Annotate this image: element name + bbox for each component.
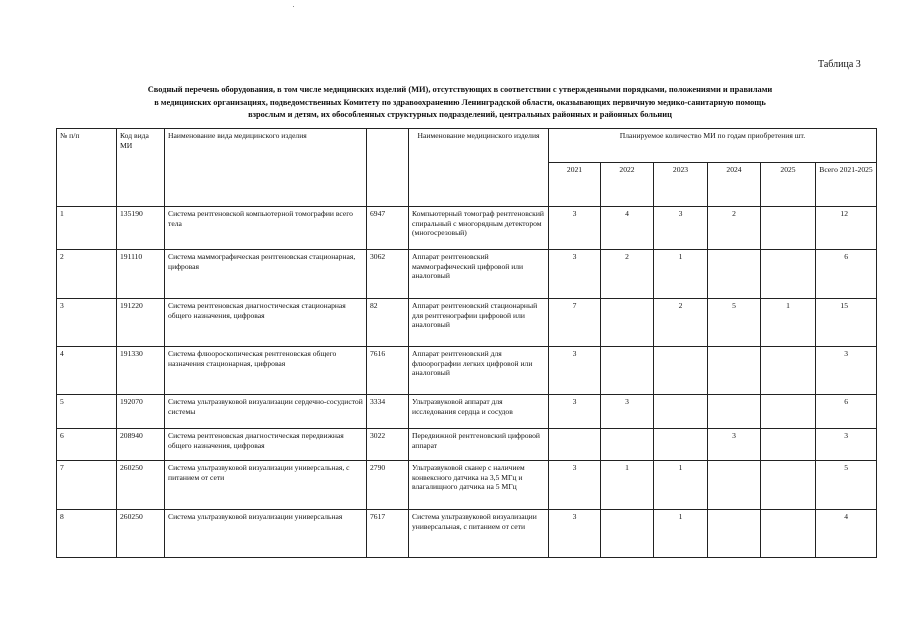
qty-total: 6 — [816, 250, 877, 299]
device-code: 192070 — [117, 395, 165, 429]
row-number: 5 — [57, 395, 117, 429]
qty-2021: 3 — [549, 461, 601, 510]
device-kind: Система маммографическая рентгеновская стационарная, цифровая — [165, 250, 367, 299]
device-code: 135190 — [117, 207, 165, 250]
qty-total: 3 — [816, 429, 877, 461]
device-code: 191330 — [117, 347, 165, 395]
device-code: 191220 — [117, 299, 165, 347]
device-name: Компьютерный томограф рентгеновский спиральный с многорядным детектором (многосрезовый) — [409, 207, 549, 250]
qty-2022 — [601, 299, 654, 347]
qty-2024: 5 — [708, 299, 761, 347]
qty-2021: 7 — [549, 299, 601, 347]
device-name: Аппарат рентгеновский маммографический цифровой или аналоговый — [409, 250, 549, 299]
row-number: 4 — [57, 347, 117, 395]
device-name: Система ультразвуковой визуализации универсальная, с питанием от сети — [409, 510, 549, 558]
qty-2024 — [708, 347, 761, 395]
qty-2021: 3 — [549, 395, 601, 429]
qty-2022: 2 — [601, 250, 654, 299]
header-code: Код вида МИ — [117, 129, 165, 207]
header-year: 2022 — [601, 163, 654, 207]
header-empty — [367, 129, 409, 207]
device-id: 82 — [367, 299, 409, 347]
qty-2022 — [601, 347, 654, 395]
qty-2021: 3 — [549, 207, 601, 250]
qty-2025 — [761, 207, 816, 250]
device-id: 3334 — [367, 395, 409, 429]
table-row — [57, 461, 877, 510]
row-number: 3 — [57, 299, 117, 347]
header-year: 2025 — [761, 163, 816, 207]
qty-total: 15 — [816, 299, 877, 347]
qty-2024 — [708, 510, 761, 558]
qty-2025 — [761, 250, 816, 299]
header-year: 2023 — [654, 163, 708, 207]
header-name: Наименование медицинского изделия — [409, 129, 549, 207]
device-kind: Система рентгеновской компьютерной томографии всего тела — [165, 207, 367, 250]
device-id: 7617 — [367, 510, 409, 558]
qty-2025 — [761, 347, 816, 395]
qty-2025 — [761, 461, 816, 510]
qty-2024 — [708, 250, 761, 299]
row-number: 7 — [57, 461, 117, 510]
device-kind: Система ультразвуковой визуализации универсальная — [165, 510, 367, 558]
qty-2023 — [654, 429, 708, 461]
table-row — [57, 429, 877, 461]
header-kind: Наименование вида медицинского изделия — [165, 129, 367, 207]
qty-2022: 1 — [601, 461, 654, 510]
qty-2025 — [761, 395, 816, 429]
table-body — [57, 207, 877, 558]
qty-total: 3 — [816, 347, 877, 395]
row-number: 2 — [57, 250, 117, 299]
qty-2021: 3 — [549, 250, 601, 299]
device-kind: Система флюороскопическая рентгеновская общего назначения стационарная, цифровая — [165, 347, 367, 395]
qty-2023: 1 — [654, 510, 708, 558]
qty-2022: 4 — [601, 207, 654, 250]
table-row — [57, 347, 877, 395]
qty-2023: 1 — [654, 250, 708, 299]
device-id: 3062 — [367, 250, 409, 299]
table-row — [57, 510, 877, 558]
header-total: Всего 2021-2025 — [816, 163, 877, 207]
device-kind: Система рентгеновская диагностическая стационарная общего назначения, цифровая — [165, 299, 367, 347]
header-year: 2024 — [708, 163, 761, 207]
qty-2021: 3 — [549, 347, 601, 395]
title-line: Сводный перечень оборудования, в том числе медицинских изделий (МИ), отсутствующих в соответствии с утвержденными порядками, положениями и правилами — [147, 85, 773, 94]
device-code: 208940 — [117, 429, 165, 461]
device-name: Аппарат рентгеновский для флюорографии легких цифровой или аналоговый — [409, 347, 549, 395]
title-line: взрослым и детям, их обособленных структурных подразделений, центральных районных и районных больниц — [248, 110, 672, 119]
qty-2025: 1 — [761, 299, 816, 347]
qty-2023: 2 — [654, 299, 708, 347]
qty-2021: 3 — [549, 510, 601, 558]
device-id: 2790 — [367, 461, 409, 510]
device-name: Передвижной рентгеновский цифровой аппарат — [409, 429, 549, 461]
device-code: 260250 — [117, 461, 165, 510]
device-id: 3022 — [367, 429, 409, 461]
equipment-table — [56, 128, 877, 558]
table-row — [57, 395, 877, 429]
qty-2023: 3 — [654, 207, 708, 250]
qty-total: 4 — [816, 510, 877, 558]
device-code: 260250 — [117, 510, 165, 558]
row-number: 6 — [57, 429, 117, 461]
device-kind: Система ультразвуковой визуализации универсальная, с питанием от сети — [165, 461, 367, 510]
document-title — [40, 84, 880, 122]
table-row — [57, 250, 877, 299]
table-row — [57, 207, 877, 250]
table-number-label: Таблица 3 — [818, 59, 861, 70]
qty-2025 — [761, 510, 816, 558]
device-id: 7616 — [367, 347, 409, 395]
qty-2024 — [708, 461, 761, 510]
qty-2021 — [549, 429, 601, 461]
qty-2024: 2 — [708, 207, 761, 250]
qty-2022: 3 — [601, 395, 654, 429]
qty-total: 6 — [816, 395, 877, 429]
qty-total: 5 — [816, 461, 877, 510]
device-kind: Система ультразвуковой визуализации сердечно-сосудистой системы — [165, 395, 367, 429]
qty-2024: 3 — [708, 429, 761, 461]
qty-2022 — [601, 429, 654, 461]
device-kind: Система рентгеновская диагностическая передвижная общего назначения, цифровая — [165, 429, 367, 461]
row-number: 1 — [57, 207, 117, 250]
qty-2023: 1 — [654, 461, 708, 510]
qty-2024 — [708, 395, 761, 429]
header-num: № п/п — [57, 129, 117, 207]
device-name: Ультразвуковой аппарат для исследования сердца и сосудов — [409, 395, 549, 429]
header-year: 2021 — [549, 163, 601, 207]
device-name: Аппарат рентгеновский стационарный для рентгенографии цифровой или аналоговый — [409, 299, 549, 347]
qty-total: 12 — [816, 207, 877, 250]
header-row — [57, 129, 877, 163]
table-row — [57, 299, 877, 347]
row-number: 8 — [57, 510, 117, 558]
device-id: 6947 — [367, 207, 409, 250]
scan-dot — [293, 6, 294, 7]
qty-2022 — [601, 510, 654, 558]
qty-2023 — [654, 395, 708, 429]
title-line: в медицинских организациях, подведомственных Комитету по здравоохранению Ленинградской области, оказывающих первичную медико-санитарную помощь — [154, 97, 766, 107]
qty-2023 — [654, 347, 708, 395]
device-name: Ультразвуковой сканер с наличием конвексного датчика на 3,5 МГц и влагалищного датчика на 5 МГц — [409, 461, 549, 510]
device-code: 191110 — [117, 250, 165, 299]
qty-2025 — [761, 429, 816, 461]
header-planned: Планируемое количество МИ по годам приобретения шт. — [549, 129, 877, 163]
